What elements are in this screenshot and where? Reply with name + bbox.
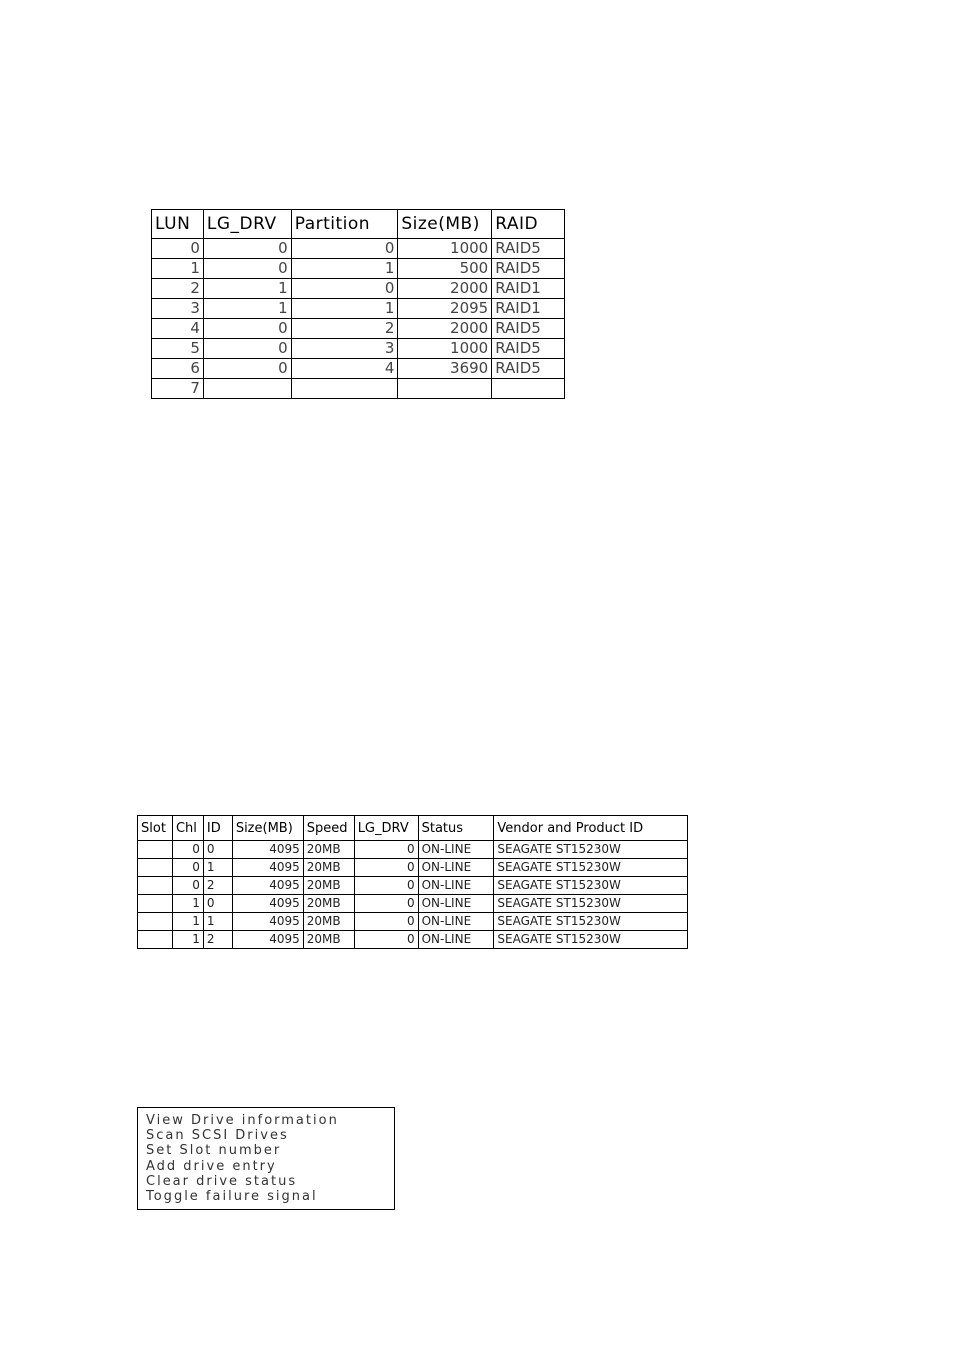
lun-table-cell: 0 bbox=[203, 239, 291, 259]
lun-table-cell: 1 bbox=[291, 259, 398, 279]
menu-item-set-slot-number[interactable]: Set Slot number bbox=[146, 1143, 282, 1159]
menu-item-clear-drive-status[interactable]: Clear drive status bbox=[146, 1173, 298, 1189]
lun-table-cell: 1000 bbox=[398, 239, 492, 259]
lun-table-header-cell: Size(MB) bbox=[398, 210, 492, 239]
lun-table-cell: 3 bbox=[152, 299, 204, 319]
drive-table-header-cell: Speed bbox=[303, 816, 354, 841]
drive-table-cell: SEAGATE ST15230W bbox=[494, 859, 688, 877]
drive-table-cell: 0 bbox=[172, 859, 203, 877]
drive-table-cell: ON-LINE bbox=[418, 841, 494, 859]
lun-table-cell: 2 bbox=[152, 279, 204, 299]
drive-table-header-cell: LG_DRV bbox=[354, 816, 418, 841]
table-row[interactable] bbox=[152, 279, 565, 299]
drive-table-cell: 0 bbox=[354, 895, 418, 913]
menu-item-toggle-failure-signal[interactable]: Toggle failure signal bbox=[146, 1189, 318, 1205]
drive-table-cell: 4095 bbox=[232, 859, 303, 877]
drive-table-cell bbox=[138, 913, 173, 931]
table-row[interactable] bbox=[152, 239, 565, 259]
drive-table bbox=[137, 815, 688, 949]
drive-table-cell: 4095 bbox=[232, 895, 303, 913]
table-row[interactable] bbox=[138, 877, 688, 895]
lun-table-cell: RAID1 bbox=[492, 299, 565, 319]
drive-table-cell: 1 bbox=[172, 895, 203, 913]
lun-table-cell: RAID5 bbox=[492, 339, 565, 359]
drive-table-cell bbox=[138, 895, 173, 913]
drive-table-header-cell: Status bbox=[418, 816, 494, 841]
lun-table-cell: 0 bbox=[203, 259, 291, 279]
drive-table-cell: 2 bbox=[203, 931, 232, 949]
menu-item-add-drive-entry[interactable]: Add drive entry bbox=[146, 1158, 277, 1174]
drive-table-cell: SEAGATE ST15230W bbox=[494, 841, 688, 859]
lun-table-header-cell: LG_DRV bbox=[203, 210, 291, 239]
lun-table-cell: 4 bbox=[291, 359, 398, 379]
drive-table-cell: SEAGATE ST15230W bbox=[494, 877, 688, 895]
table-row[interactable] bbox=[152, 259, 565, 279]
table-row[interactable] bbox=[152, 299, 565, 319]
drive-table-cell: 20MB bbox=[303, 841, 354, 859]
lun-table-cell: 1000 bbox=[398, 339, 492, 359]
lun-table-cell: 3690 bbox=[398, 359, 492, 379]
drive-table-header-row bbox=[138, 816, 688, 841]
lun-table-cell: RAID5 bbox=[492, 259, 565, 279]
lun-table-cell: RAID1 bbox=[492, 279, 565, 299]
table-row[interactable] bbox=[152, 319, 565, 339]
lun-table-cell: 0 bbox=[203, 319, 291, 339]
lun-table-cell bbox=[492, 379, 565, 399]
lun-table-cell: 5 bbox=[152, 339, 204, 359]
drive-table-header-cell: Size(MB) bbox=[232, 816, 303, 841]
lun-table-cell: 2000 bbox=[398, 279, 492, 299]
table-row[interactable] bbox=[138, 859, 688, 877]
table-row[interactable] bbox=[152, 359, 565, 379]
drive-table-cell: SEAGATE ST15230W bbox=[494, 931, 688, 949]
lun-table-cell: 0 bbox=[291, 239, 398, 259]
lun-table-cell: 1 bbox=[152, 259, 204, 279]
drive-menu bbox=[137, 1107, 395, 1210]
drive-table-cell: 0 bbox=[354, 877, 418, 895]
drive-table-cell: 4095 bbox=[232, 913, 303, 931]
lun-table-cell: 0 bbox=[291, 279, 398, 299]
drive-table-cell: 0 bbox=[203, 841, 232, 859]
drive-table-cell: 1 bbox=[172, 931, 203, 949]
table-row[interactable] bbox=[138, 931, 688, 949]
lun-table-cell: 1 bbox=[203, 299, 291, 319]
lun-table-cell: 3 bbox=[291, 339, 398, 359]
lun-table-cell: 0 bbox=[203, 359, 291, 379]
drive-table-cell: 4095 bbox=[232, 877, 303, 895]
drive-table-cell: 0 bbox=[172, 877, 203, 895]
drive-table-cell bbox=[138, 841, 173, 859]
drive-table-cell bbox=[138, 877, 173, 895]
lun-table-cell: 2095 bbox=[398, 299, 492, 319]
drive-table-cell: ON-LINE bbox=[418, 913, 494, 931]
menu-item-view-drive-information[interactable]: View Drive information bbox=[146, 1113, 339, 1128]
lun-table-cell bbox=[291, 379, 398, 399]
table-row[interactable] bbox=[138, 895, 688, 913]
drive-table-cell: 20MB bbox=[303, 931, 354, 949]
drive-table-header-cell: Chl bbox=[172, 816, 203, 841]
drive-table-header-cell: Vendor and Product ID bbox=[494, 816, 688, 841]
lun-table-cell: RAID5 bbox=[492, 359, 565, 379]
drive-table-cell: 0 bbox=[172, 841, 203, 859]
lun-table-cell: 1 bbox=[291, 299, 398, 319]
lun-table-cell bbox=[398, 379, 492, 399]
lun-table-cell: 0 bbox=[152, 239, 204, 259]
drive-table-cell: 1 bbox=[172, 913, 203, 931]
drive-table-cell: 0 bbox=[354, 841, 418, 859]
drive-table-cell: 4095 bbox=[232, 931, 303, 949]
drive-table-header-cell: ID bbox=[203, 816, 232, 841]
drive-table-cell: 20MB bbox=[303, 859, 354, 877]
drive-table-cell: 4095 bbox=[232, 841, 303, 859]
lun-table-cell: 4 bbox=[152, 319, 204, 339]
drive-table-cell: 0 bbox=[354, 859, 418, 877]
drive-table-header-cell: Slot bbox=[138, 816, 173, 841]
lun-table-cell: 2 bbox=[291, 319, 398, 339]
lun-table-header-cell: RAID bbox=[492, 210, 565, 239]
drive-table-cell: 1 bbox=[203, 859, 232, 877]
lun-table-cell: 0 bbox=[203, 339, 291, 359]
drive-table-cell: SEAGATE ST15230W bbox=[494, 913, 688, 931]
lun-table-header-cell: Partition bbox=[291, 210, 398, 239]
lun-mapping-table bbox=[151, 209, 565, 399]
drive-table-cell: 20MB bbox=[303, 895, 354, 913]
lun-table-header-row bbox=[152, 210, 565, 239]
lun-table-cell: 2000 bbox=[398, 319, 492, 339]
drive-table-cell: 0 bbox=[354, 913, 418, 931]
table-row[interactable] bbox=[152, 379, 565, 399]
drive-table-cell bbox=[138, 931, 173, 949]
lun-table-cell: 1 bbox=[203, 279, 291, 299]
lun-table-cell bbox=[203, 379, 291, 399]
drive-table-cell: 20MB bbox=[303, 877, 354, 895]
lun-table-cell: RAID5 bbox=[492, 319, 565, 339]
drive-table-cell: ON-LINE bbox=[418, 877, 494, 895]
drive-table-cell: 0 bbox=[203, 895, 232, 913]
table-row[interactable] bbox=[138, 913, 688, 931]
drive-table-cell: 0 bbox=[354, 931, 418, 949]
lun-table-header-cell: LUN bbox=[152, 210, 204, 239]
table-row[interactable] bbox=[152, 339, 565, 359]
drive-table-cell: ON-LINE bbox=[418, 895, 494, 913]
drive-table-cell: 2 bbox=[203, 877, 232, 895]
drive-table-cell: ON-LINE bbox=[418, 931, 494, 949]
drive-table-cell: 1 bbox=[203, 913, 232, 931]
lun-table-cell: 7 bbox=[152, 379, 204, 399]
drive-table-cell: SEAGATE ST15230W bbox=[494, 895, 688, 913]
drive-table-cell: ON-LINE bbox=[418, 859, 494, 877]
lun-table-cell: 500 bbox=[398, 259, 492, 279]
table-row[interactable] bbox=[138, 841, 688, 859]
drive-table-cell bbox=[138, 859, 173, 877]
lun-table-cell: RAID5 bbox=[492, 239, 565, 259]
drive-table-cell: 20MB bbox=[303, 913, 354, 931]
lun-table-cell: 6 bbox=[152, 359, 204, 379]
menu-item-scan-scsi-drives[interactable]: Scan SCSI Drives bbox=[146, 1128, 289, 1144]
